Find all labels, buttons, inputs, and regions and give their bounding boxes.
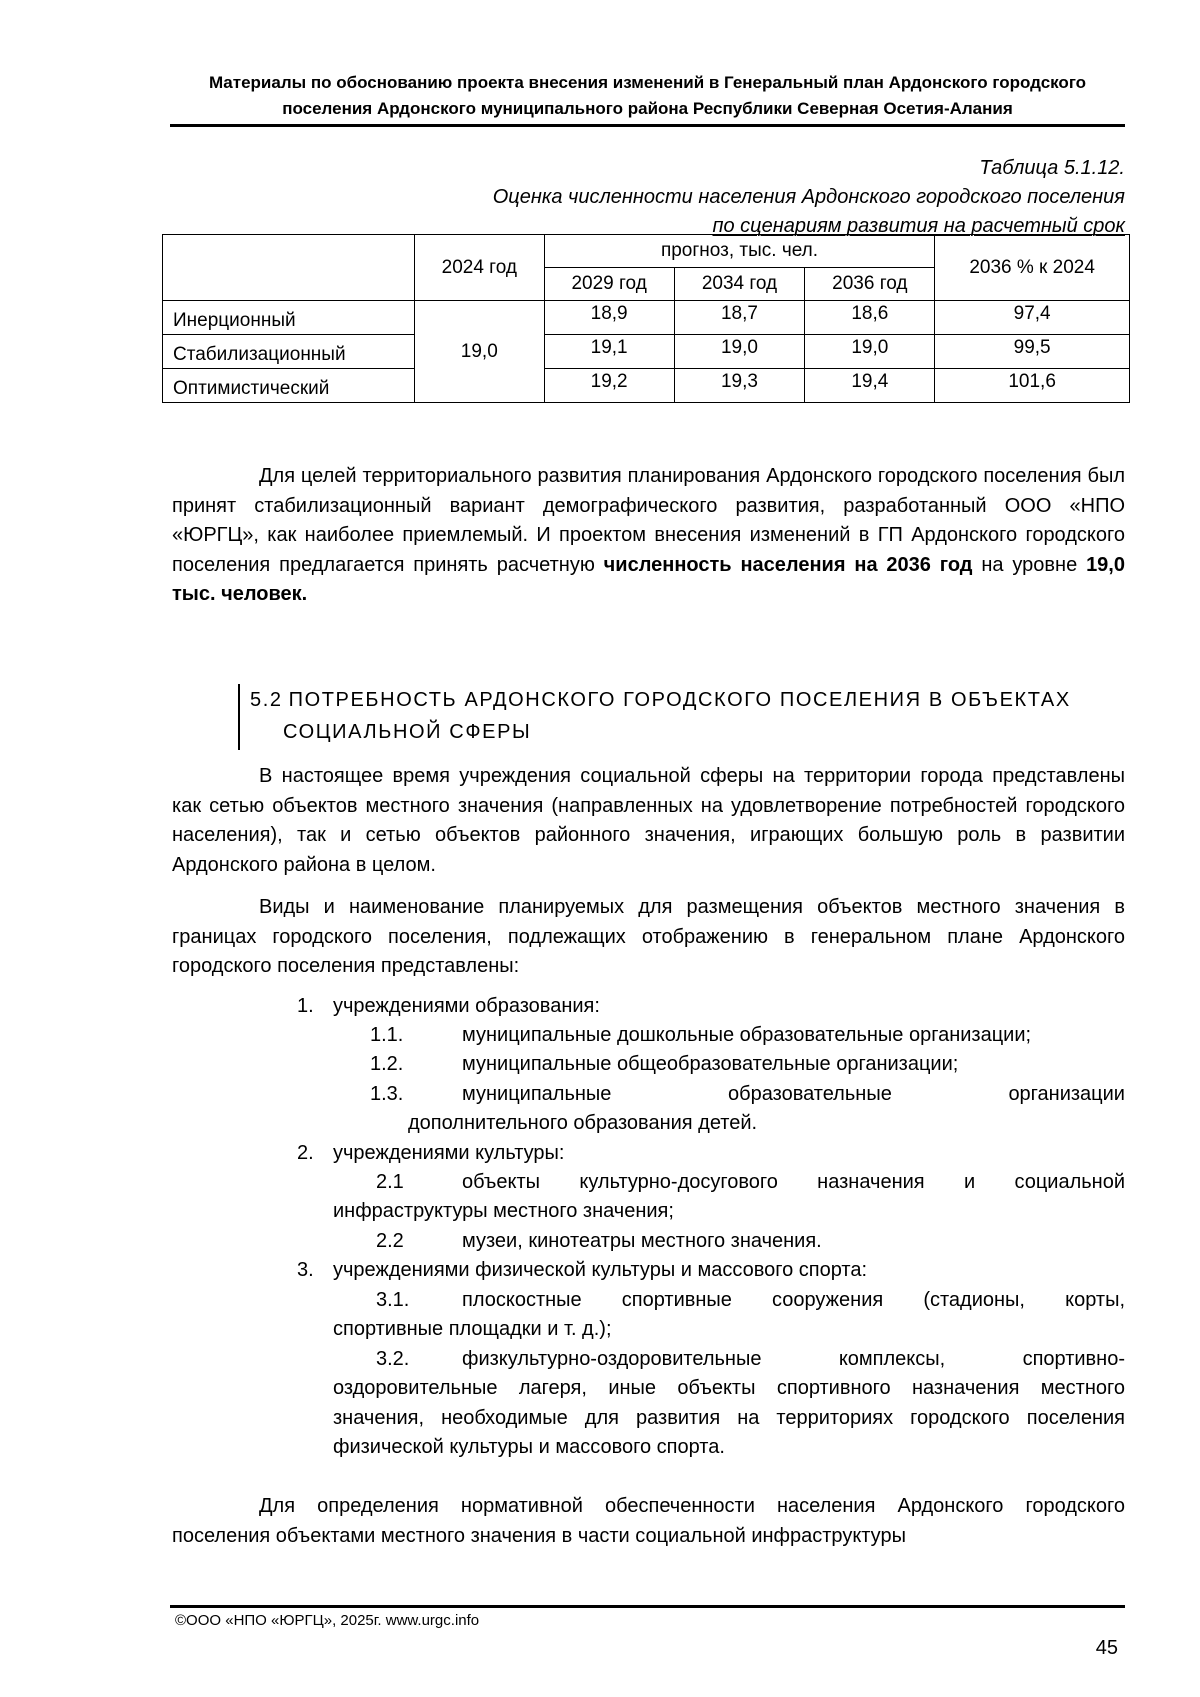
table-title-line-1: Оценка численности населения Ардонского городского поселения <box>492 186 1125 208</box>
list-number: 1. <box>297 995 314 1017</box>
list-item-continuation: инфраструктуры местного значения; <box>333 1200 674 1222</box>
list-item <box>370 1050 959 1080</box>
list-number: 3. <box>297 1259 314 1281</box>
value-2034: 19,0 <box>674 335 805 369</box>
table-header-2029: 2029 год <box>544 268 674 301</box>
table-row <box>163 335 1130 369</box>
list-number: 2.1 <box>376 1171 404 1193</box>
table-row <box>163 301 1130 335</box>
list-item <box>376 1286 409 1316</box>
table-header-2024: 2024 год <box>414 235 544 301</box>
table-header-2036: 2036 год <box>805 268 935 301</box>
header-divider <box>170 124 1125 127</box>
list-item-continuation: дополнительного образования детей. <box>408 1112 758 1134</box>
header-line-2: поселения Ардонского муниципального района Республики Северная Осетия-Алания <box>282 99 1013 118</box>
list-item-line: объекты культурно-досугового назначения и социальной <box>462 1171 1125 1193</box>
list-text: муниципальные общеобразовательные организации; <box>462 1053 959 1075</box>
table-header-empty <box>163 235 415 301</box>
list-item <box>297 992 600 1022</box>
paragraph-social-institutions: В настоящее время учреждения социальной сферы на территории города представлены как сетью объектов местного значения (направленных на удовлетворение потребностей городского населения), так и сетью объектов районного значения, играющих большую роль в развитии Ардонского района в целом. <box>172 765 1125 876</box>
header-line-1: Материалы по обоснованию проекта внесения изменений в Генеральный план Ардонского городского <box>208 73 1087 92</box>
value-percent: 99,5 <box>935 335 1130 369</box>
value-2029: 18,9 <box>544 301 674 335</box>
table-header-forecast: прогноз, тыс. чел. <box>544 235 935 268</box>
paragraph-normative-provision: Для определения нормативной обеспеченности населения Ардонского городского поселения объектами местного значения в части социальной инфраструктуры <box>172 1495 1125 1547</box>
value-2034: 18,7 <box>674 301 805 335</box>
list-text: муниципальные <box>462 1083 612 1105</box>
paragraph-bold-text: численность населения на 2036 год <box>603 553 973 576</box>
population-forecast-table <box>162 234 1130 403</box>
section-title-text: ПОТРЕБНОСТЬ АРДОНСКОГО ГОРОДСКОГО ПОСЕЛЕНИЯ В ОБЪЕКТАХ <box>288 689 1071 711</box>
section-title-line-2: СОЦИАЛЬНОЙ СФЕРЫ <box>283 721 532 743</box>
list-text: учреждениями физической культуры и массового спорта: <box>333 1259 868 1281</box>
page-number: 45 <box>1095 1637 1118 1659</box>
list-item <box>376 1345 409 1375</box>
table-caption <box>325 154 1125 241</box>
list-text: образовательные <box>728 1083 892 1105</box>
section-heading <box>238 684 1137 750</box>
list-text: музеи, кинотеатры местного значения. <box>462 1230 822 1252</box>
value-2034: 19,3 <box>674 369 805 403</box>
footer-divider <box>170 1605 1125 1608</box>
list-item <box>297 1139 565 1169</box>
table-row <box>163 369 1130 403</box>
scenario-name: Стабилизационный <box>163 335 415 369</box>
paragraph-text: Для целей территориального развития планирования Ардонского городского поселения был принят стабилизационный вариант демографического развития, разработанный ООО «НПО «ЮРГЦ», как наиболее приемлемый. И проектом внесения изменений в ГП Ардонского городского поселения предлагается принять расчетную <box>172 465 1125 576</box>
list-text: муниципальные дошкольные образовательные организации; <box>462 1024 1032 1046</box>
list-text: учреждениями культуры: <box>333 1142 565 1164</box>
value-percent: 97,4 <box>935 301 1130 335</box>
value-2036: 19,4 <box>805 369 935 403</box>
list-item <box>376 1168 404 1198</box>
list-item <box>297 1256 868 1286</box>
value-2029: 19,2 <box>544 369 674 403</box>
list-number: 3.1. <box>376 1289 410 1311</box>
list-number: 1.1. <box>370 1024 404 1046</box>
list-number: 1.3. <box>370 1083 404 1105</box>
document-header <box>170 70 1125 122</box>
table-title-line-2: по сценариям развития на расчетный срок <box>712 215 1125 237</box>
list-item-continuation: оздоровительные лагеря, иные объекты спортивного назначения местного значения, необходимые для развития на территориях городского поселения физической культуры и массового спорта. <box>333 1377 1125 1458</box>
footer-copyright: ©ООО «НПО «ЮРГЦ», 2025г. www.urgc.info <box>175 1612 480 1629</box>
scenario-name: Инерционный <box>163 301 415 335</box>
value-2029: 19,1 <box>544 335 674 369</box>
section-title-line-1 <box>250 684 1137 716</box>
list-item <box>376 1227 822 1257</box>
table-header-2034: 2034 год <box>674 268 805 301</box>
scenario-name: Оптимистический <box>163 369 415 403</box>
list-item-line <box>462 1080 1125 1110</box>
paragraph-planned-objects: Виды и наименование планируемых для размещения объектов местного значения в границах городского поселения, подлежащих отображению в генеральном плане Ардонского городского поселения представлены: <box>172 896 1125 977</box>
list-item-continuation: спортивные площадки и т. д.); <box>333 1318 612 1340</box>
list-number: 3.2. <box>376 1348 410 1370</box>
table-header-percent: 2036 % к 2024 <box>935 235 1130 301</box>
table-label: Таблица 5.1.12. <box>979 157 1125 179</box>
list-item <box>370 1021 1032 1051</box>
list-item-line: физкультурно-оздоровительные комплексы, спортивно- <box>462 1348 1125 1370</box>
list-item-line: плоскостные спортивные сооружения (стадионы, корты, <box>462 1289 1125 1311</box>
list-number: 2.2 <box>376 1230 404 1252</box>
list-item <box>370 1080 403 1110</box>
paragraph-text: на уровне <box>972 553 1087 576</box>
list-text: учреждениями образования: <box>333 995 600 1017</box>
paragraph-bold-text: 19,0 тыс. человек. <box>172 553 1125 605</box>
list-number: 1.2. <box>370 1053 404 1075</box>
section-number: 5.2 <box>250 689 283 711</box>
value-2036: 18,6 <box>805 301 935 335</box>
value-2036: 19,0 <box>805 335 935 369</box>
paragraph-demographic-scenario <box>172 462 1125 610</box>
base-value-2024: 19,0 <box>414 301 544 403</box>
list-text: организации <box>1008 1083 1125 1105</box>
list-number: 2. <box>297 1142 314 1164</box>
value-percent: 101,6 <box>935 369 1130 403</box>
